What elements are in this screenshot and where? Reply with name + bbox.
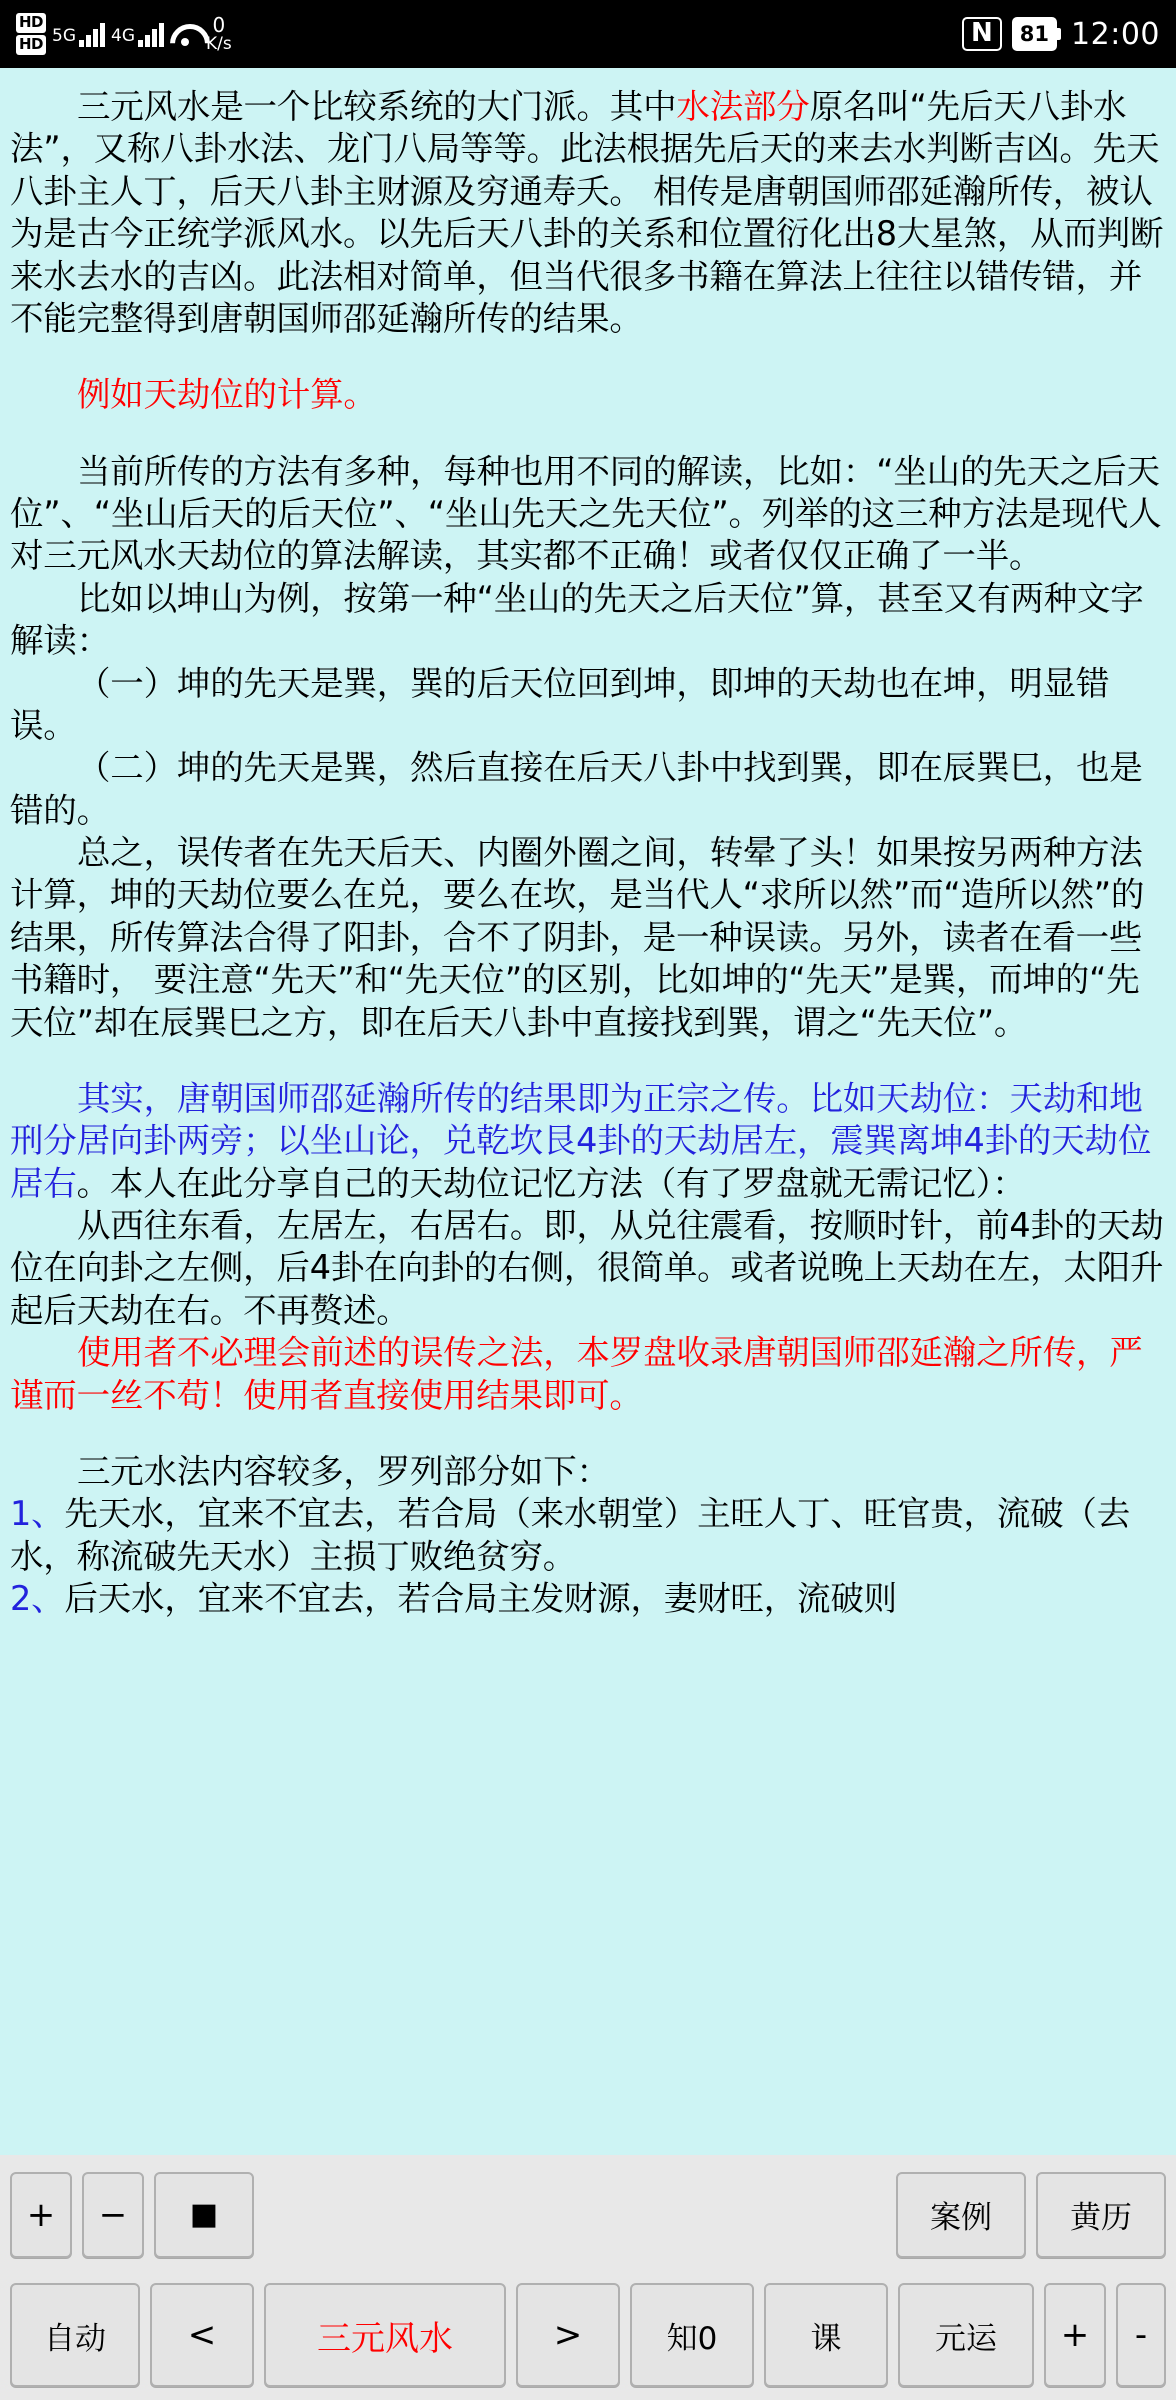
article-text-run: 先天水，宜来不宜去，若合局（来水朝堂）主旺人丁、旺官贵，流破（去水，称流破先天水）主损丁败绝贫穷。 [10, 1494, 1131, 1576]
increase-button[interactable]: + [1044, 2283, 1106, 2387]
case-button[interactable]: 案例 [896, 2172, 1026, 2258]
battery-icon [1012, 17, 1061, 51]
article-text-run: 水法部分 [676, 87, 810, 126]
status-bar-left [16, 13, 232, 55]
status-bar-right [962, 17, 1160, 52]
hd-badges [16, 13, 46, 55]
battery-level: 81 [1012, 17, 1057, 51]
article-paragraph [10, 1493, 1168, 1578]
signal-bars-2-icon [138, 21, 164, 47]
nfc-icon: N [962, 17, 1002, 51]
section-title-button[interactable]: 三元风水 [264, 2283, 506, 2387]
stop-button[interactable]: ■ [154, 2172, 254, 2258]
zoom-out-button[interactable]: − [82, 2172, 144, 2258]
battery-cap [1057, 28, 1061, 40]
network-speed-value: 0 [212, 12, 226, 37]
article-paragraph: 比如以坤山为例，按第一种“坐山的先天之后天位”算，甚至又有两种文字解读： [10, 578, 1144, 661]
article-paragraph: 当前所传的方法有多种，每种也用不同的解读，比如：“坐山的先天之后天位”、“坐山后天的后天位”、“坐山先天之先天位”。列举的这三种方法是现代人对三元风水天劫位的算法解读，其实都不正确！或者仅仅正确了一半。 [10, 451, 1162, 576]
article-text-run: 1、 [10, 1494, 65, 1534]
article-text-run: 2、 [10, 1579, 65, 1618]
article-paragraph [10, 1078, 1168, 1205]
article-text-run: 。本人在此分享自己的天劫位记忆方法（有了罗盘就无需记忆）： [76, 1163, 1026, 1203]
paragraph-spacer [10, 1044, 1168, 1078]
toolbar-row-1 [0, 2155, 1176, 2270]
status-bar [0, 0, 1176, 68]
next-button[interactable]: > [516, 2283, 620, 2387]
article-text-run: 三元风水是一个比较系统的大门派。其中 [77, 87, 677, 126]
ke-button[interactable]: 课 [764, 2283, 888, 2387]
auto-button[interactable]: 自动 [10, 2283, 140, 2387]
yuanyun-button[interactable]: 元运 [898, 2283, 1034, 2387]
paragraph-spacer [10, 340, 1168, 374]
article-paragraph: 三元水法内容较多，罗列部分如下： [77, 1451, 610, 1491]
paragraph-spacer [10, 417, 1168, 451]
signal-1 [52, 21, 105, 47]
article-paragraph: 例如天劫位的计算。 [77, 375, 377, 415]
previous-button[interactable]: < [150, 2283, 254, 2387]
article-body[interactable] [0, 68, 1176, 2155]
signal-2 [111, 21, 164, 47]
article-paragraph [10, 86, 1168, 340]
article-text-run: 原名叫“先后天八卦水法”，又称八卦水法、龙门八局等等。此法根据先后天的来去水判断吉凶。先天八卦主人丁，后天八卦主财源及穷通寿夭。 相传是唐朝国师邵延瀚所传，被认为是古今正统学派风水。以先后天八卦的关系和位置衍化出8大星煞，从而判断来水去水的吉凶。此法相对简单，但当代很多书籍在算法上往往以错传错，并不能完整得到唐朝国师邵延瀚所传的结果。 [10, 87, 1164, 338]
zoom-in-button[interactable]: + [10, 2172, 72, 2258]
almanac-button[interactable]: 黄历 [1036, 2172, 1166, 2258]
network-speed-unit: K/s [206, 33, 232, 54]
signal-bars-1-icon [79, 21, 105, 47]
hd-badge-2-icon: HD [16, 35, 46, 55]
article-paragraph: （一）坤的先天是巽，巽的后天位回到坤，即坤的天劫也在坤，明显错误。 [10, 663, 1110, 745]
article-paragraph: 从西往东看，左居左，右居右。即，从兑往震看，按顺时针，前4卦的天劫位在向卦之左侧，后4卦在向卦的右侧，很简单。或者说晚上天劫在左，太阳升起后天劫在右。不再赘述。 [10, 1206, 1164, 1330]
toolbar-row-2 [0, 2270, 1176, 2400]
zhi-button[interactable]: 知0 [630, 2283, 754, 2387]
article-paragraph [10, 1578, 1168, 1620]
article-paragraph: （二）坤的先天是巽，然后直接在后天八卦中找到巽，即在辰巽巳，也是错的。 [10, 748, 1143, 830]
network-speed [206, 12, 232, 54]
hd-badge-1-icon: HD [16, 13, 46, 33]
paragraph-spacer [10, 1417, 1168, 1451]
article-text-run: 其实，唐朝国师邵延瀚所传的结果即为正宗之传。比如天劫位：天劫和地刑分居向卦两旁；以坐山论，兑乾坎艮4卦的天劫居左，震巽离坤4卦的天劫位居右 [10, 1078, 1152, 1203]
signal-1-label: 5G [52, 26, 77, 46]
article-text-run: 后天水，宜来不宜去，若合局主发财源，妻财旺，流破则 [64, 1579, 897, 1618]
signal-2-label: 4G [111, 26, 136, 46]
article-paragraph: 总之，误传者在先天后天、内圈外圈之间，转晕了头！如果按另两种方法计算，坤的天劫位要么在兑，要么在坎，是当代人“求所以然”而“造所以然”的结果，所传算法合得了阳卦，合不了阴卦，是一种误读。另外，读者在看一些书籍时， 要注意“先天”和“先天位”的区别，比如坤的“先天”是巽，而坤的“先天位”却在辰巽巳之方，即在后天八卦中直接找到巽，谓之“先天位”。 [10, 833, 1145, 1042]
status-clock: 12:00 [1071, 16, 1160, 52]
decrease-button[interactable]: - [1116, 2283, 1166, 2387]
article-paragraph: 使用者不必理会前述的误传之法，本罗盘收录唐朝国师邵延瀚之所传，严谨而一丝不苟！使用者直接使用结果即可。 [10, 1333, 1143, 1415]
wifi-icon [170, 22, 200, 46]
